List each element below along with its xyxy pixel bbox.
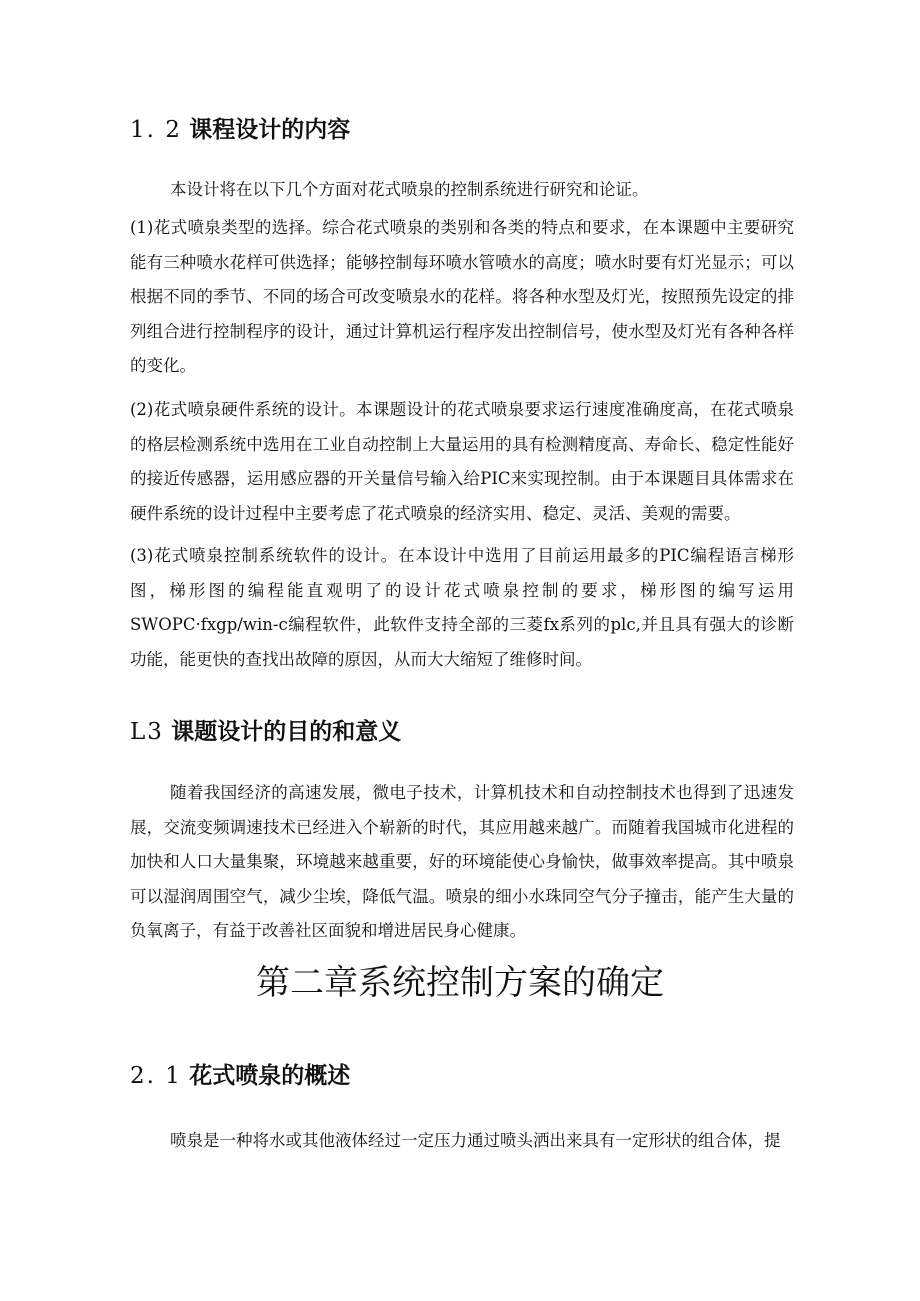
section-heading-1-3 <box>130 717 401 747</box>
chapter-title: 第二章系统控制方案的确定 <box>256 963 664 1003</box>
purpose-paragraph: 随着我国经济的高速发展，微电子技术，计算机技术和自动控制技术也得到了迅速发展，交流变频调速技术已经进入个崭新的时代，其应用越来越广。而随着我国城市化进程的加快和人口大量集聚，环境越来越重要，好的环境能使心身愉快，做事效率提高。其中喷泉可以湿润周围空气，减少尘埃，降低气温。喷泉的细小水珠同空气分子撞击，能产生大量的负氧离子，有益于改善社区面貌和增进居民身心健康。 <box>130 783 794 940</box>
section-number: L3 <box>130 719 164 745</box>
item-paragraph-2: (2)花式喷泉硬件系统的设计。本课题设计的花式喷泉要求运行速度准确度高，在花式喷泉的格层检测系统中选用在工业自动控制上大量运用的具有检测精度高、寿命长、稳定性能好的接近传感器，运用感应器的开关量信号输入给PIC来实现控制。由于本课题目具体需求在硬件系统的设计过程中主要考虑了花式喷泉的经济实用、稳定、灵活、美观的需要。 <box>130 400 794 523</box>
section-title: 课题设计的目的和意义 <box>171 719 402 745</box>
item-paragraph-1: (1)花式喷泉类型的选择。综合花式喷泉的类别和各类的特点和要求，在本课题中主要研究能有三种喷水花样可供选择；能够控制每环喷水管喷水的高度；喷水时要有灯光显示；可以根据不同的季节、不同的场合可改变喷泉水的花样。将各种水型及灯光，按照预先设定的排列组合进行控制程序的设计，通过计算机运行程序发出控制信号，使水型及灯光有各种各样的变化。 <box>130 218 794 375</box>
section-number: 2. 1 <box>130 1063 182 1089</box>
section-number: 1. 2 <box>130 117 182 143</box>
section-title: 花式喷泉的概述 <box>189 1063 351 1089</box>
section-heading-1-2 <box>130 115 350 145</box>
intro-paragraph: 本设计将在以下几个方面对花式喷泉的控制系统进行研究和论证。 <box>170 180 649 199</box>
section-title: 课程设计的内容 <box>189 117 351 143</box>
item-paragraph-3: (3)花式喷泉控制系统软件的设计。在本设计中选用了目前运用最多的PIC编程语言梯形图，梯形图的编程能直观明了的设计花式喷泉控制的要求，梯形图的编写运用SWOPC·fxgp/win-c编程软件，此软件支持全部的三菱fx系列的plc,并且具有强大的诊断功能，能更快的查找出故障的原因，从而大大缩短了维修时间。 <box>130 546 794 669</box>
overview-paragraph: 喷泉是一种将水或其他液体经过一定压力通过喷头洒出来具有一定形状的组合体，提 <box>170 1131 781 1150</box>
section-heading-2-1 <box>130 1061 350 1091</box>
